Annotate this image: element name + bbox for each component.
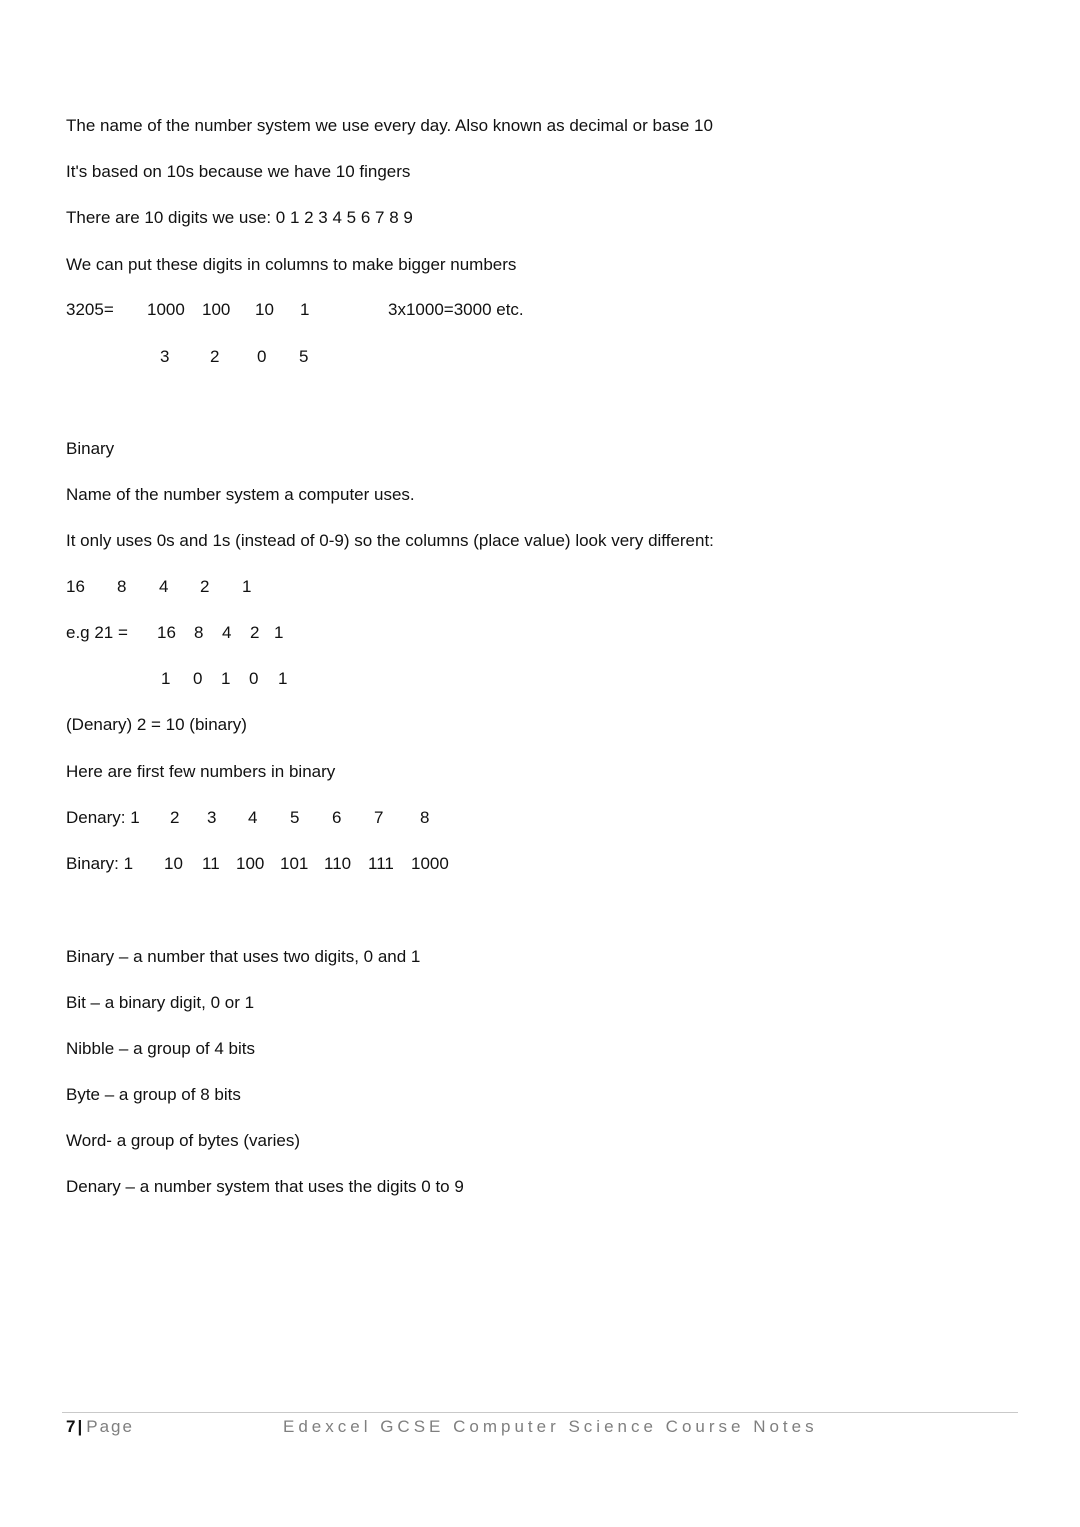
denary-intro-line-2: It's based on 10s because we have 10 fingers [66,162,411,181]
denary-sequence-cell: 5 [290,808,300,827]
denary-intro-line-1: The name of the number system we use every day. Also known as decimal or base 10 [66,116,713,135]
binary-line-1: Name of the number system a computer uses. [66,485,415,504]
binary-example-label: e.g 21 = [66,623,128,642]
example-3205-label: 3205= [66,300,114,319]
footer-divider [62,1412,1018,1413]
binary-sequence-cell: 1000 [411,854,449,873]
digit-cell: 3 [160,347,170,366]
binary-sequence-cell: 100 [236,854,265,873]
place-value-cell: 10 [255,300,274,319]
digit-cell: 5 [299,347,309,366]
binary-example-place-cell: 1 [274,623,284,642]
binary-example-bit-cell: 1 [221,669,231,688]
binary-place-cell: 2 [200,577,210,596]
binary-example-place-cell: 8 [194,623,204,642]
place-value-cell: 1 [300,300,310,319]
denary-digits-line: There are 10 digits we use: 0 1 2 3 4 5 6 7 8 9 [66,208,413,227]
binary-sequence-cell: 11 [202,854,220,873]
definition-byte: Byte – a group of 8 bits [66,1085,241,1104]
definition-nibble: Nibble – a group of 4 bits [66,1039,256,1058]
binary-sequence-cell: 110 [324,854,352,873]
denary-sequence-cell: 2 [170,808,180,827]
binary-sequence-cell: 10 [164,854,183,873]
place-value-cell: 1000 [147,300,185,319]
example-3205-note: 3x1000=3000 etc. [388,300,524,319]
binary-example-bit-cell: 1 [278,669,288,688]
first-few-binary-line: Here are first few numbers in binary [66,762,336,781]
binary-example-place-cell: 2 [250,623,260,642]
denary-binary-equivalence: (Denary) 2 = 10 (binary) [66,715,247,734]
denary-sequence-cell: 8 [420,808,430,827]
digit-cell: 0 [257,347,267,366]
binary-example-bit-cell: 1 [161,669,171,688]
binary-example-places-row [0,623,1080,643]
denary-sequence-label: Denary: 1 [66,808,140,827]
page-number: 7 [66,1417,76,1436]
binary-heading: Binary [66,439,115,458]
binary-sequence-row [0,854,1080,874]
binary-example-bit-cell: 0 [249,669,259,688]
example-3205-digits-row [0,347,1080,367]
binary-place-cell: 16 [66,577,85,596]
footer-page-number [66,1417,134,1437]
binary-place-cell: 4 [159,577,169,596]
place-value-cell: 100 [202,300,231,319]
binary-example-place-cell: 4 [222,623,232,642]
binary-sequence-label: Binary: 1 [66,854,134,873]
definition-word: Word- a group of bytes (varies) [66,1131,300,1150]
digit-cell: 2 [210,347,220,366]
page-separator: | [77,1417,83,1436]
denary-sequence-cell: 6 [332,808,342,827]
binary-place-cell: 8 [117,577,127,596]
binary-place-values-row [0,577,1080,597]
denary-sequence-cell: 3 [207,808,217,827]
binary-example-place-cell: 16 [157,623,176,642]
definition-denary: Denary – a number system that uses the digits 0 to 9 [66,1177,464,1196]
denary-sequence-row [0,808,1080,828]
binary-place-cell: 1 [242,577,252,596]
footer-course-title: Edexcel GCSE Computer Science Course Notes [283,1417,818,1436]
definition-bit: Bit – a binary digit, 0 or 1 [66,993,255,1012]
binary-example-bit-cell: 0 [193,669,203,688]
denary-sequence-cell: 7 [374,808,384,827]
page-word: Page [86,1417,134,1436]
denary-columns-line: We can put these digits in columns to make bigger numbers [66,255,517,274]
binary-line-2: It only uses 0s and 1s (instead of 0-9) so the columns (place value) look very different: [66,531,714,550]
binary-sequence-cell: 111 [368,854,394,873]
example-3205-places-row [0,300,1080,320]
definition-binary: Binary – a number that uses two digits, 0 and 1 [66,947,421,966]
binary-example-bits-row [0,669,1080,689]
binary-sequence-cell: 101 [280,854,309,873]
denary-sequence-cell: 4 [248,808,258,827]
